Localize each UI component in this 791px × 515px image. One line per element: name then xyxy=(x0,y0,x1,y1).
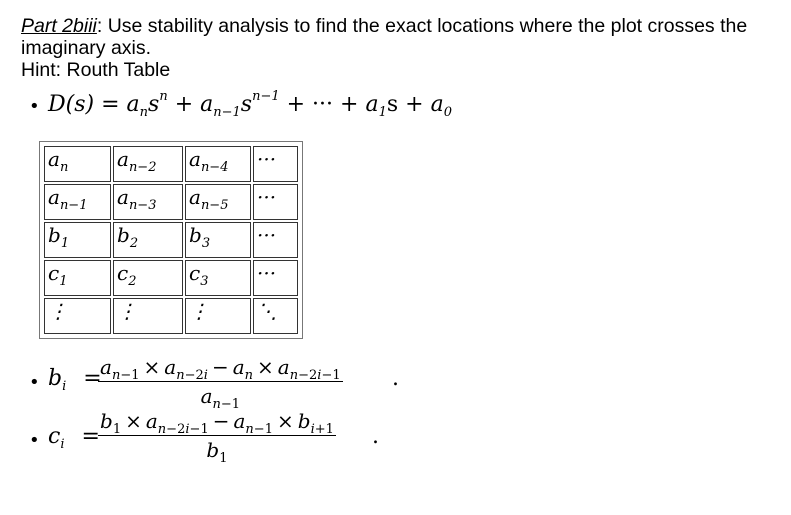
c-formula-fraction xyxy=(98,409,336,466)
b-trailing-period: . xyxy=(392,366,399,391)
b-formula-fraction xyxy=(98,355,343,412)
routh-row xyxy=(44,184,298,220)
routh-cell: ··· xyxy=(253,146,298,182)
part-label: Part 2biii xyxy=(21,15,97,37)
routh-cell: ⋮ xyxy=(185,298,251,334)
bullet-2: • xyxy=(29,372,40,393)
b-numerator: $a_{n-1} \times a_{n-2i} - a_n \times a_{n-2i-1}$ xyxy=(100,355,341,383)
routh-cell: $a_{n-3}$ xyxy=(113,184,183,220)
routh-cell: $a_{n-4}$ xyxy=(185,146,251,182)
b-formula-lhs: $b_i$ = xyxy=(48,366,102,394)
routh-cell: $c_3$ xyxy=(185,260,251,296)
bullet-1: • xyxy=(29,96,40,117)
routh-cell: $a_{n-1}$ xyxy=(44,184,111,220)
routh-cell: $c_1$ xyxy=(44,260,111,296)
routh-cell: $a_{n-2}$ xyxy=(113,146,183,182)
routh-cell: $a_{n-5}$ xyxy=(185,184,251,220)
routh-row xyxy=(44,146,298,182)
routh-cell: ⋮ xyxy=(44,298,111,334)
routh-cell: $b_3$ xyxy=(185,222,251,258)
c-denominator: $b_1$ xyxy=(206,438,228,466)
bullet-3: • xyxy=(29,430,40,451)
routh-cell: $b_1$ xyxy=(44,222,111,258)
c-numerator: $b_1 \times a_{n-2i-1} - a_{n-1} \times b_{i+1}$ xyxy=(100,409,334,437)
poly-terms: $a_ns^n + a_{n-1}s^{n-1}$ + ··· + $a_1s + a_0$ xyxy=(126,89,452,120)
polynomial-equation xyxy=(48,89,452,120)
routh-row xyxy=(44,298,298,334)
routh-cell: ··· xyxy=(253,184,298,220)
instruction-text: : Use stability analysis to find the exact locations where the plot crosses the imaginary axis. xyxy=(21,15,748,59)
routh-cell: ··· xyxy=(253,260,298,296)
routh-cell: $c_2$ xyxy=(113,260,183,296)
c-formula-lhs: $c_i$ = xyxy=(48,424,100,452)
routh-cell: ⋱ xyxy=(253,298,298,334)
hint-text: Hint: Routh Table xyxy=(21,59,171,81)
routh-cell: ··· xyxy=(253,222,298,258)
routh-table xyxy=(39,141,303,339)
routh-cell: $a_n$ xyxy=(44,146,111,182)
c-trailing-period: . xyxy=(372,424,379,449)
routh-cell: $b_2$ xyxy=(113,222,183,258)
routh-row xyxy=(44,222,298,258)
poly-lhs: D(s) = xyxy=(48,92,120,117)
routh-row xyxy=(44,260,298,296)
routh-cell: ⋮ xyxy=(113,298,183,334)
problem-statement xyxy=(21,15,781,81)
b-denominator: $a_{n-1}$ xyxy=(200,384,241,412)
